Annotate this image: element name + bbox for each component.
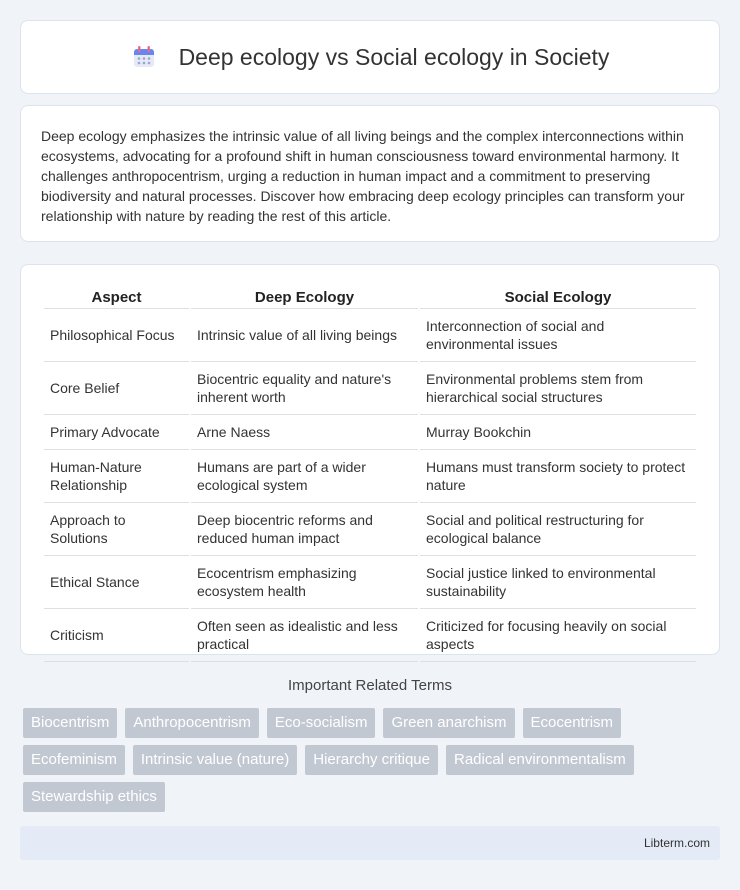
related-terms-list <box>23 708 723 812</box>
table-cell: Philosophical Focus <box>44 309 189 362</box>
related-terms-title: Important Related Terms <box>288 677 452 694</box>
footer-brand-link[interactable]: Libterm.com <box>643 836 710 850</box>
table-row <box>44 450 696 503</box>
table-cell: Arne Naess <box>191 415 418 450</box>
related-term-tag[interactable]: Biocentrism <box>23 708 117 738</box>
table-row <box>44 503 696 556</box>
related-term-tag[interactable]: Ecofeminism <box>23 745 125 775</box>
table-cell: Ecocentrism emphasizing ecosystem health <box>191 556 418 609</box>
column-header-social-ecology: Social Ecology <box>420 285 696 309</box>
table-row <box>44 415 696 450</box>
calendar-icon <box>131 44 157 70</box>
related-term-tag[interactable]: Green anarchism <box>383 708 514 738</box>
table-cell: Intrinsic value of all living beings <box>191 309 418 362</box>
page-title: Deep ecology vs Social ecology in Society <box>178 43 610 70</box>
column-header-deep-ecology: Deep Ecology <box>191 285 418 309</box>
comparison-table <box>42 285 698 662</box>
table-cell: Criticized for focusing heavily on social aspects <box>420 609 696 662</box>
comparison-table-card <box>20 264 720 655</box>
table-cell: Humans are part of a wider ecological system <box>191 450 418 503</box>
table-cell: Primary Advocate <box>44 415 189 450</box>
table-cell: Core Belief <box>44 362 189 415</box>
table-cell: Social and political restructuring for ecological balance <box>420 503 696 556</box>
footer <box>20 826 720 860</box>
related-term-tag[interactable]: Intrinsic value (nature) <box>133 745 297 775</box>
table-cell: Deep biocentric reforms and reduced human impact <box>191 503 418 556</box>
table-row <box>44 362 696 415</box>
table-row <box>44 309 696 362</box>
table-cell: Criticism <box>44 609 189 662</box>
header-card <box>20 20 720 94</box>
table-cell: Human-Nature Relationship <box>44 450 189 503</box>
intro-card <box>20 105 720 242</box>
related-term-tag[interactable]: Ecocentrism <box>523 708 622 738</box>
related-term-tag[interactable]: Eco-socialism <box>267 708 376 738</box>
related-term-tag[interactable]: Anthropocentrism <box>125 708 259 738</box>
table-cell: Biocentric equality and nature's inherent worth <box>191 362 418 415</box>
column-header-aspect: Aspect <box>44 285 189 309</box>
related-term-tag[interactable]: Stewardship ethics <box>23 782 165 812</box>
related-term-tag[interactable]: Radical environmentalism <box>446 745 634 775</box>
table-cell: Often seen as idealistic and less practical <box>191 609 418 662</box>
table-cell: Social justice linked to environmental sustainability <box>420 556 696 609</box>
table-cell: Ethical Stance <box>44 556 189 609</box>
table-cell: Environmental problems stem from hierarchical social structures <box>420 362 696 415</box>
related-term-tag[interactable]: Hierarchy critique <box>305 745 438 775</box>
table-row <box>44 609 696 662</box>
table-cell: Murray Bookchin <box>420 415 696 450</box>
table-row <box>44 556 696 609</box>
intro-paragraph: Deep ecology emphasizes the intrinsic value of all living beings and the complex interconnections within ecosystems, advocating for a profound shift in human consciousness toward environmental harmony. It challenges anthropocentrism, urging a reduction in human impact and a commitment to preserving biodiversity and natural processes. Discover how embracing deep ecology principles can transform your relationship with nature by reading the rest of this article. <box>41 128 685 224</box>
table-cell: Interconnection of social and environmental issues <box>420 309 696 362</box>
table-cell: Approach to Solutions <box>44 503 189 556</box>
table-header-row <box>44 285 696 309</box>
table-cell: Humans must transform society to protect nature <box>420 450 696 503</box>
